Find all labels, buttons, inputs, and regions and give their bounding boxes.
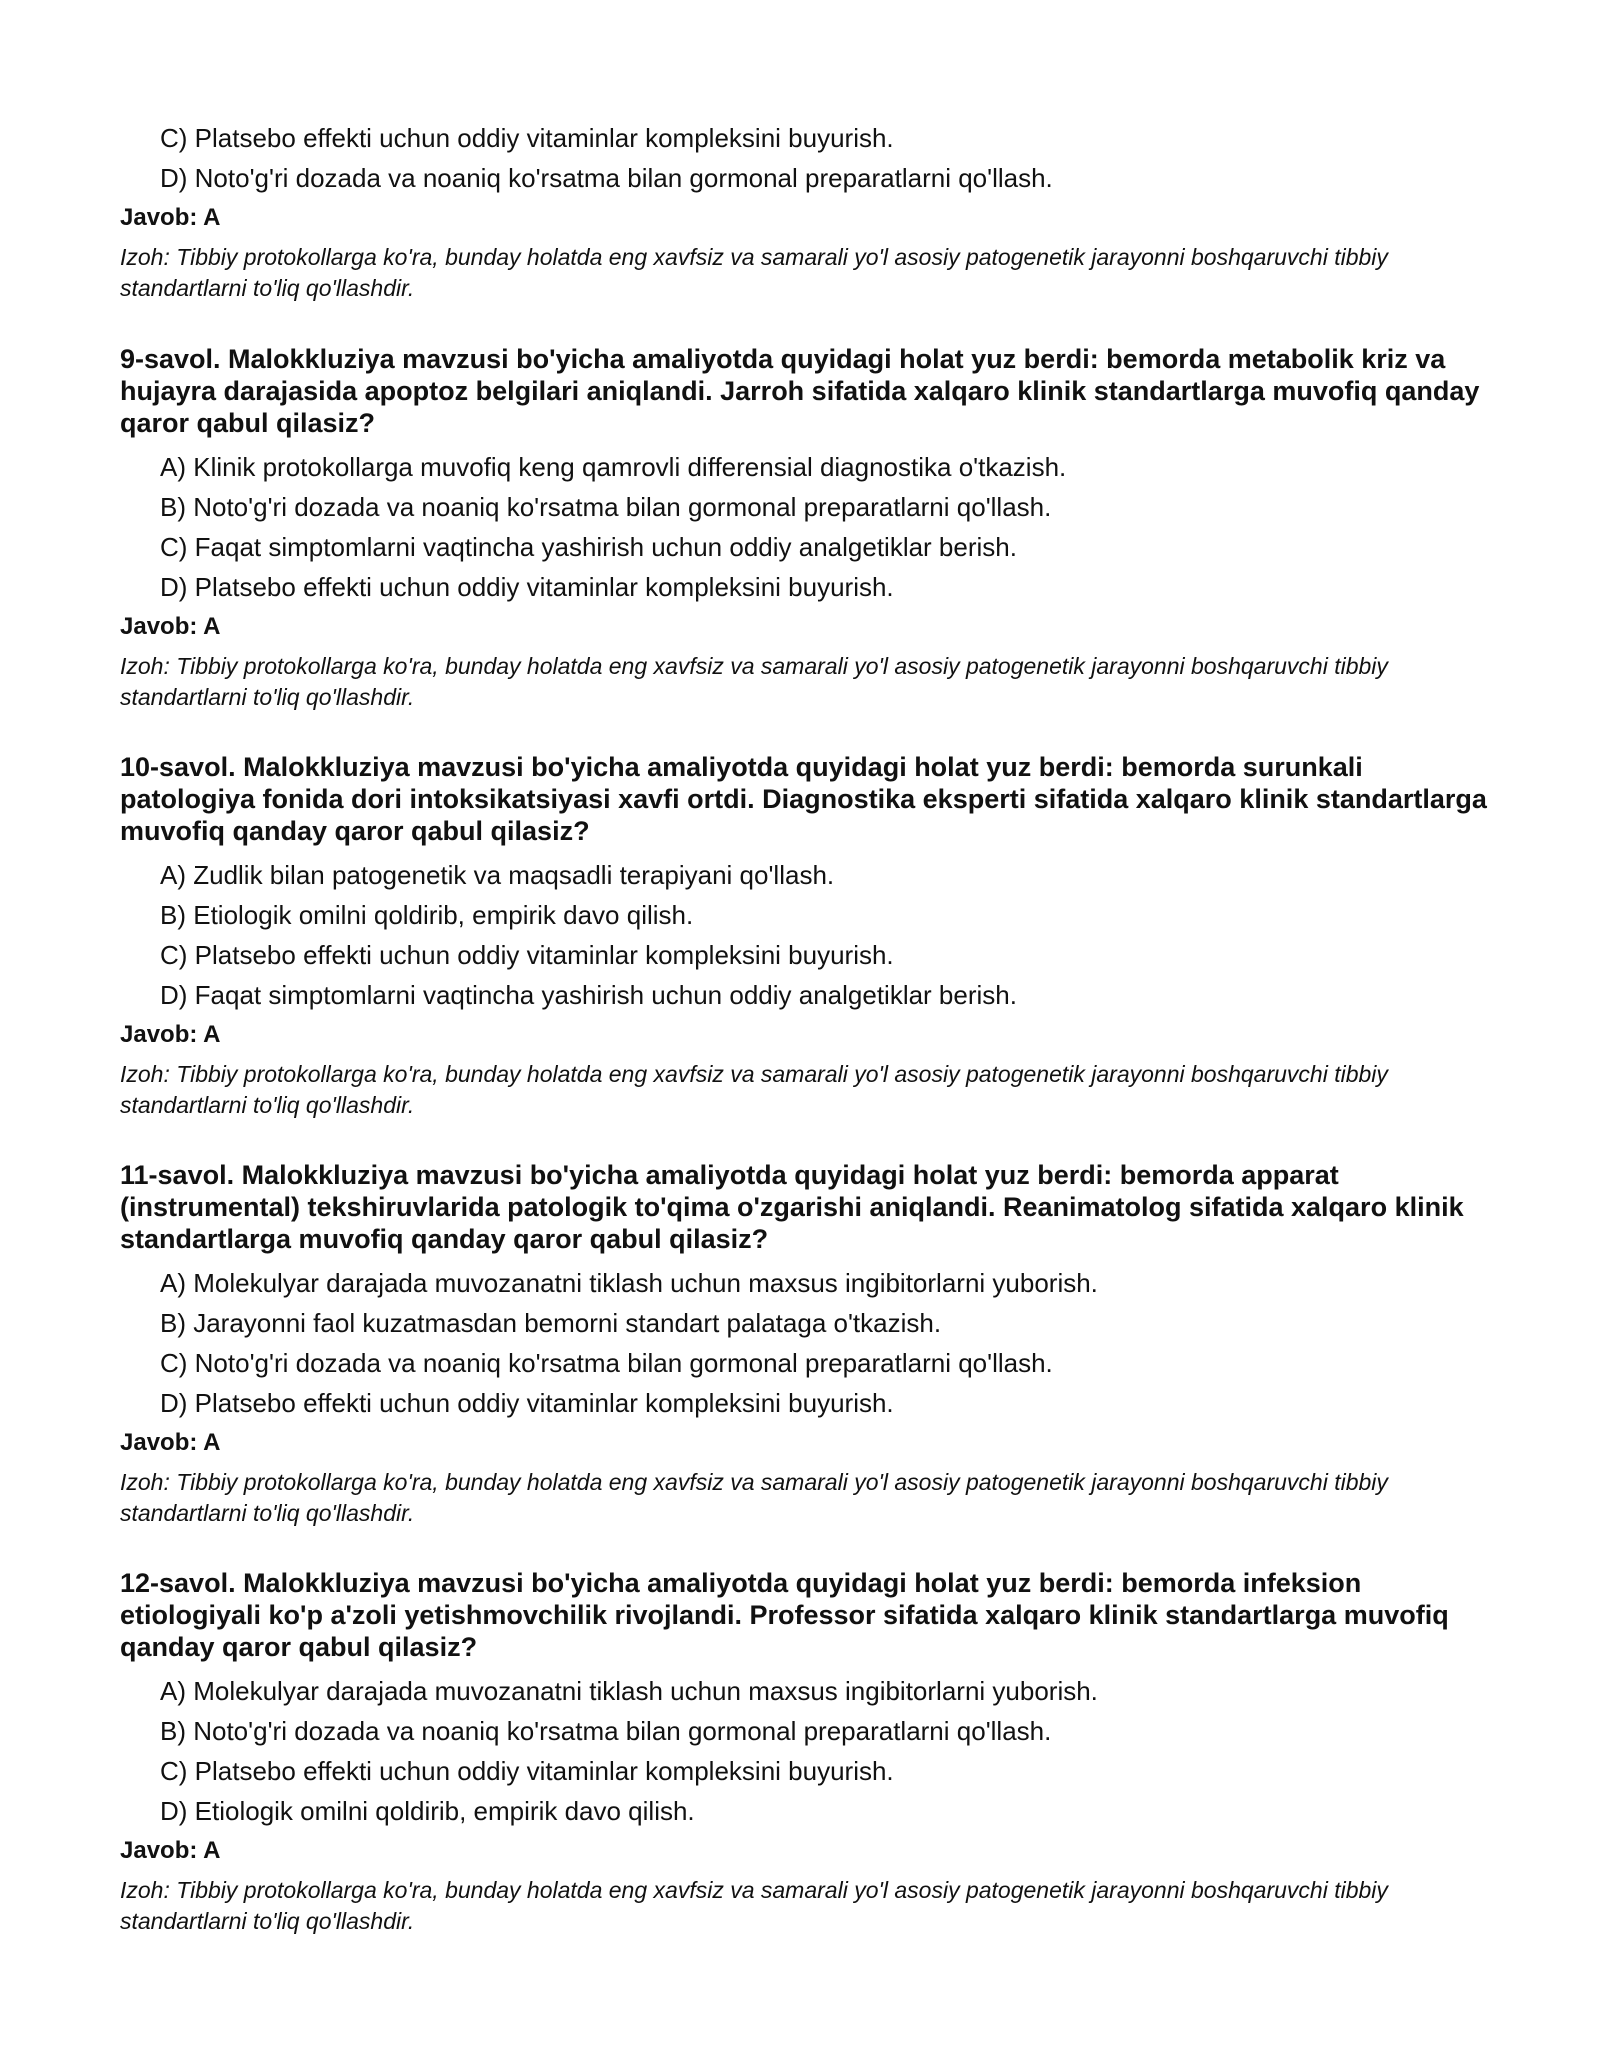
question-10 bbox=[120, 751, 1490, 1121]
answer-label: Javob: A bbox=[120, 1429, 221, 1456]
option-a: A) Zudlik bilan patogenetik va maqsadli terapiyani qo'llash. bbox=[160, 860, 835, 890]
option-d: D) Noto'g'ri dozada va noaniq ko'rsatma bilan gormonal preparatlarni qo'llash. bbox=[160, 163, 1053, 193]
answer-label: Javob: A bbox=[120, 204, 221, 231]
option-c: C) Noto'g'ri dozada va noaniq ko'rsatma bilan gormonal preparatlarni qo'llash. bbox=[160, 1348, 1053, 1378]
option-b: B) Noto'g'ri dozada va noaniq ko'rsatma bilan gormonal preparatlarni qo'llash. bbox=[160, 492, 1052, 522]
answer-label: Javob: A bbox=[120, 613, 221, 640]
question-12 bbox=[120, 1567, 1490, 1937]
option-d: D) Platsebo effekti uchun oddiy vitaminlar kompleksini buyurish. bbox=[160, 1388, 894, 1418]
explanation-note: Izoh: Tibbiy protokollarga ko'ra, bunday holatda eng xavfsiz va samarali yo'l asosiy patogenetik jarayonni boshqaruvchi tibbiy standartlarni to'liq qo'llashdir. bbox=[120, 1061, 1388, 1118]
question-text: 11-savol. Malokkluziya mavzusi bo'yicha amaliyotda quyidagi holat yuz berdi: bemorda apparat (instrumental) tekshiruvlarida patologik to'qima o'zgarishi aniqlandi. Reanimatolog sifatida xalqaro klinik standartlarga muvofiq qanday qaror qabul qilasiz? bbox=[120, 1160, 1464, 1254]
previous-question-tail bbox=[120, 118, 1490, 304]
question-text: 9-savol. Malokkluziya mavzusi bo'yicha amaliyotda quyidagi holat yuz berdi: bemorda metabolik kriz va hujayra darajasida apoptoz belgilari aniqlandi. Jarroh sifatida xalqaro klinik standartlarga muvofiq qanday qaror qabul qilasiz? bbox=[120, 344, 1480, 438]
option-b: B) Etiologik omilni qoldirib, empirik davo qilish. bbox=[160, 900, 694, 930]
option-d: D) Etiologik omilni qoldirib, empirik davo qilish. bbox=[160, 1796, 695, 1826]
option-c: C) Faqat simptomlarni vaqtincha yashirish uchun oddiy analgetiklar berish. bbox=[160, 532, 1017, 562]
explanation-note: Izoh: Tibbiy protokollarga ko'ra, bunday holatda eng xavfsiz va samarali yo'l asosiy patogenetik jarayonni boshqaruvchi tibbiy standartlarni to'liq qo'llashdir. bbox=[120, 1877, 1388, 1934]
answer-label: Javob: A bbox=[120, 1021, 221, 1048]
option-a: A) Klinik protokollarga muvofiq keng qamrovli differensial diagnostika o'tkazish. bbox=[160, 452, 1067, 482]
option-a: A) Molekulyar darajada muvozanatni tiklash uchun maxsus ingibitorlarni yuborish. bbox=[160, 1268, 1098, 1298]
option-b: B) Noto'g'ri dozada va noaniq ko'rsatma bilan gormonal preparatlarni qo'llash. bbox=[160, 1716, 1052, 1746]
question-text: 10-savol. Malokkluziya mavzusi bo'yicha amaliyotda quyidagi holat yuz berdi: bemorda surunkali patologiya fonida dori intoksikatsiyasi xavfi ortdi. Diagnostika eksperti sifatida xalqaro klinik standartlarga muvofiq qanday qaror qabul qilasiz? bbox=[120, 752, 1487, 846]
option-a: A) Molekulyar darajada muvozanatni tiklash uchun maxsus ingibitorlarni yuborish. bbox=[160, 1676, 1098, 1706]
option-b: B) Jarayonni faol kuzatmasdan bemorni standart palataga o'tkazish. bbox=[160, 1308, 942, 1338]
explanation-note: Izoh: Tibbiy protokollarga ko'ra, bunday holatda eng xavfsiz va samarali yo'l asosiy patogenetik jarayonni boshqaruvchi tibbiy standartlarni to'liq qo'llashdir. bbox=[120, 653, 1388, 710]
explanation-note: Izoh: Tibbiy protokollarga ko'ra, bunday holatda eng xavfsiz va samarali yo'l asosiy patogenetik jarayonni boshqaruvchi tibbiy standartlarni to'liq qo'llashdir. bbox=[120, 1469, 1388, 1526]
question-9 bbox=[120, 343, 1490, 713]
option-d: D) Platsebo effekti uchun oddiy vitaminlar kompleksini buyurish. bbox=[160, 572, 894, 602]
explanation-note: Izoh: Tibbiy protokollarga ko'ra, bunday holatda eng xavfsiz va samarali yo'l asosiy patogenetik jarayonni boshqaruvchi tibbiy standartlarni to'liq qo'llashdir. bbox=[120, 244, 1388, 301]
option-d: D) Faqat simptomlarni vaqtincha yashirish uchun oddiy analgetiklar berish. bbox=[160, 980, 1017, 1010]
answer-label: Javob: A bbox=[120, 1837, 221, 1864]
question-text: 12-savol. Malokkluziya mavzusi bo'yicha amaliyotda quyidagi holat yuz berdi: bemorda infeksion etiologiyali ko'p a'zoli yetishmovchilik rivojlandi. Professor sifatida xalqaro klinik standartlarga muvofiq qanday qaror qabul qilasiz? bbox=[120, 1568, 1449, 1662]
option-c: C) Platsebo effekti uchun oddiy vitaminlar kompleksini buyurish. bbox=[160, 1756, 894, 1786]
question-11 bbox=[120, 1159, 1490, 1529]
option-c: C) Platsebo effekti uchun oddiy vitaminlar kompleksini buyurish. bbox=[160, 123, 894, 153]
option-c: C) Platsebo effekti uchun oddiy vitaminlar kompleksini buyurish. bbox=[160, 940, 894, 970]
